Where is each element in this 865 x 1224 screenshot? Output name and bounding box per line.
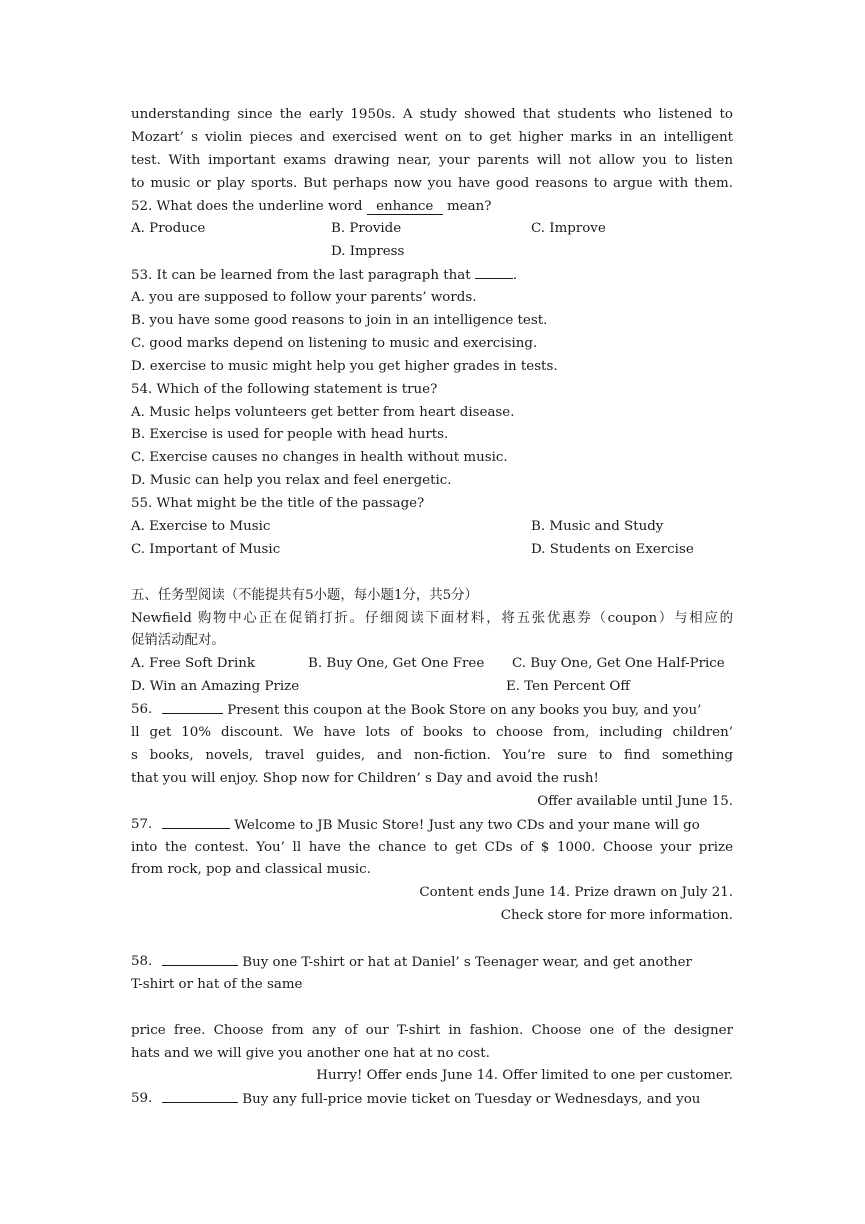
underlined-word: enhance [367,199,443,215]
answer-blank [162,699,223,714]
question-54-stem: 54. Which of the following statement is true? [131,381,438,397]
option-b: B. Music and Study [531,519,664,535]
question-52-stem: 52. What does the underline word enhance mean? [131,198,492,214]
coupon-note: Check store for more information. [500,908,733,924]
option-b: B. Provide [331,221,402,237]
option-d: D. Impress [331,244,405,260]
option-d: D. Music can help you relax and feel energetic. [131,473,452,489]
question-55 [131,493,733,562]
question-55-stem: 55. What might be the title of the passage? [131,496,425,512]
option-c: C. Exercise causes no changes in health without music. [131,450,508,466]
answer-blank [475,264,513,279]
section-intro: Newfield 购物中心正在促销打折。仔细阅读下面材料，将五张优惠券（coupon）与相应的 [131,610,733,626]
coupon-note: Hurry! Offer ends June 14. Offer limited to one per customer. [316,1068,733,1084]
passage-line: Mozart’ s violin pieces and exercised went on to get higher marks in an intelligent [131,129,733,145]
answer-blank [162,814,230,829]
question-53 [131,264,733,378]
question-54 [131,379,733,493]
answer-blank [162,1088,238,1103]
coupon-note: Content ends June 14. Prize drawn on July 21. [419,885,733,901]
coupon-56: 56. Present this coupon at the Book Store on any books you buy, and you’ ll get 10% discount. We have lots of books to choose from, including children’ s books, novels, travel guides, and non-fiction. You’re sure to find something that you will enjoy. Shop now for Children’ s Day and avoid the rush! Offer available until June 15. [131,699,733,813]
section-heading: 五、任务型阅读（不能提共有5小题，每小题1分，共5分） [131,587,478,603]
match-options [131,653,733,676]
answer-blank [162,951,238,966]
option-b: B. Exercise is used for people with head hurts. [131,427,449,443]
section-5 [131,585,733,699]
option-a: A. you are supposed to follow your parents’ words. [131,290,477,306]
passage-ending [131,104,733,196]
passage-line: to music or play sports. But perhaps now you have good reasons to argue with them. [131,175,733,191]
passage-line: test. With important exams drawing near, your parents will not allow you to listen [131,152,733,168]
option-b: B. you have some good reasons to join in an intelligence test. [131,313,548,329]
section-intro: 促销活动配对。 [131,633,225,649]
option-b: B. Buy One, Get One Free [308,656,485,672]
option-c: C. Important of Music [131,541,281,557]
option-d: D. Win an Amazing Prize [131,679,300,695]
coupon-58: 58. Buy one T-shirt or hat at Daniel’ s Teenager wear, and get another T-shirt or hat of the same price free. Choose from any of our T-shirt in fashion. Choose one of the designer hats and we will give you another one hat at no cost. Hurry! Offer ends June 14. Offer limited to one per customer. [131,951,733,1088]
option-e: E. Ten Percent Off [506,679,630,695]
option-c: C. Buy One, Get One Half-Price [512,656,725,672]
option-a: A. Exercise to Music [131,519,271,535]
option-a: A. Produce [131,221,206,237]
option-c: C. good marks depend on listening to music and exercising. [131,335,538,351]
coupon-59: 59. Buy any full-price movie ticket on Tuesday or Wednesdays, and you [131,1088,733,1111]
coupon-57: 57. Welcome to JB Music Store! Just any two CDs and your mane will go into the contest. You’ ll have the chance to get CDs of $ 1000. Choose your prize from rock, pop and classical music. Content ends June 14. Prize drawn on July 21. Check store for more information. [131,814,733,928]
exam-page [131,104,733,1111]
coupon-note: Offer available until June 15. [537,793,733,809]
question-53-stem: 53. It can be learned from the last paragraph that . [131,264,733,287]
option-c: C. Improve [531,221,606,237]
option-d: D. Students on Exercise [531,541,694,557]
option-a: A. Free Soft Drink [131,656,255,672]
option-d: D. exercise to music might help you get higher grades in tests. [131,358,558,374]
question-52 [131,196,733,265]
passage-line: understanding since the early 1950s. A study showed that students who listened to [131,107,733,122]
option-a: A. Music helps volunteers get better from heart disease. [131,404,515,420]
question-52-options [131,218,733,241]
